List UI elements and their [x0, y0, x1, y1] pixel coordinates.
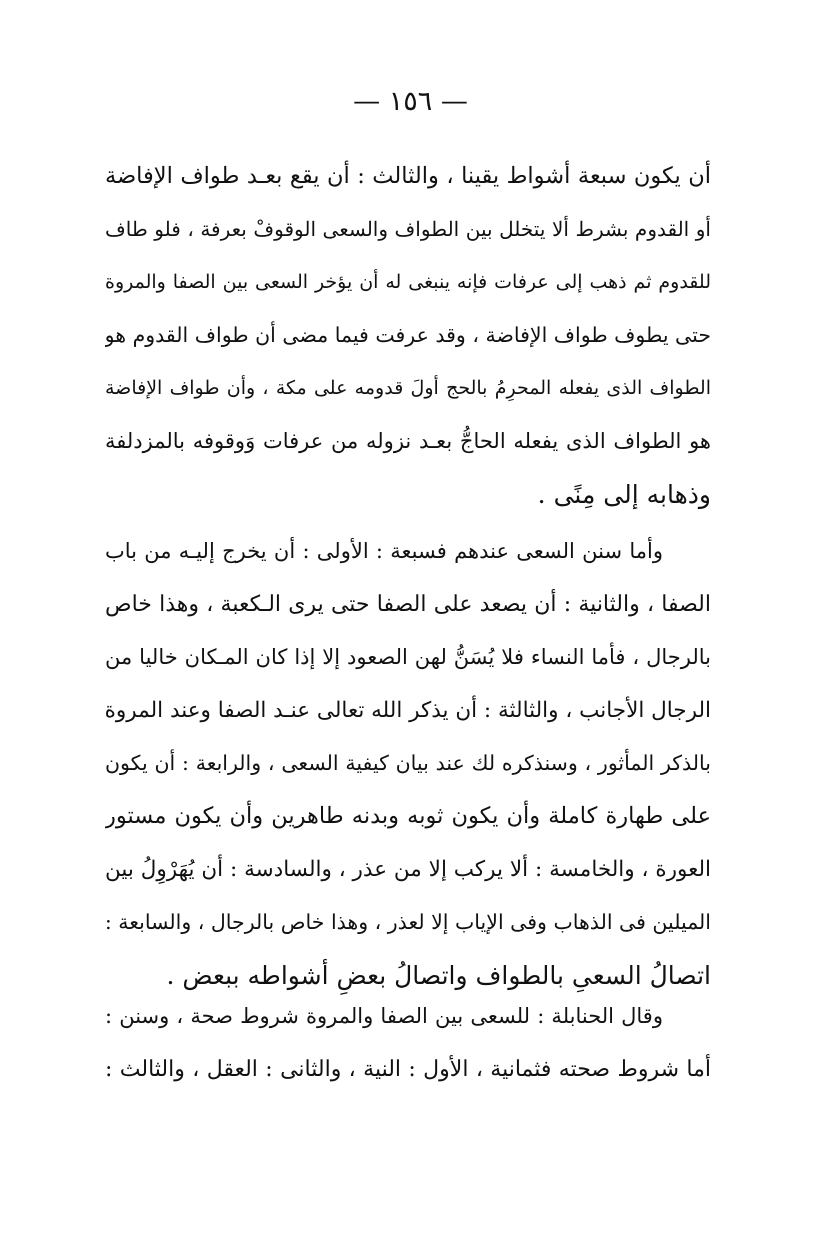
text-line: حتى يطوف طواف الإفاضة ، وقد عرفت فيما مضى أن طواف القدوم هو	[105, 323, 711, 347]
text-line: بالذكر المأثور ، وسنذكره لك عند بيان كيفية السعى ، والرابعة : أن يكون	[105, 751, 711, 775]
text-line: أو القدوم بشرط ألا يتخلل بين الطواف والسعى الوقوفْ بعرفة ، فلو طاف	[105, 217, 711, 241]
text-line: على طهارة كاملة وأن يكون ثوبه وبدنه طاهرين وأن يكون مستور	[105, 803, 711, 829]
text-line: الرجال الأجانب ، والثالثة : أن يذكر الله تعالى عنـد الصفا وعند المروة	[105, 698, 711, 723]
text-line: وأما سنن السعى عندهم فسبعة : الأولى : أن يخرج إليـه من باب	[105, 539, 663, 563]
page-number: — ١٥٦ —	[353, 86, 468, 117]
text-line: بالرجال ، فأما النساء فلا يُسَنُّ لهن الصعود إلا إذا كان المـكان خاليا من	[105, 645, 711, 669]
text-line: العورة ، والخامسة : ألا يركب إلا من عذر ، والسادسة : أن يُهَرْوِلُ بين	[105, 857, 711, 882]
text-line: الميلين فى الذهاب وفى الإياب إلا لعذر ، وهذا خاص بالرجال ، والسابعة :	[105, 910, 711, 934]
text-line: اتصالُ السعىِ بالطواف واتصالُ بعضِ أشواطه ببعض .	[166, 961, 711, 990]
text-line: وذهابه إلى مِنًى .	[537, 480, 711, 509]
paragraph-2	[105, 525, 711, 1002]
text-line: الصفا ، والثانية : أن يصعد على الصفا حتى يرى الـكعبة ، وهذا خاص	[105, 592, 711, 617]
text-line: الطواف الذى يفعله المحرِمُ بالحج أولَ قدومه على مكة ، وأن طواف الإفاضة	[105, 377, 711, 399]
text-line: للقدوم ثم ذهب إلى عرفات فإنه ينبغى له أن يؤخر السعى بين الصفا والمروة	[105, 271, 711, 293]
paragraph-3	[105, 990, 711, 1096]
text-line: أما شروط صحته فثمانية ، الأول : النية ، والثانى : العقل ، والثالث :	[105, 1057, 711, 1082]
text-line: وقال الحنابلة : للسعى بين الصفا والمروة شروط صحة ، وسنن :	[105, 1004, 663, 1028]
text-line: أن يكون سبعة أشواط يقينا ، والثالث : أن يقع بعـد طواف الإفاضة	[105, 163, 711, 189]
text-line: هو الطواف الذى يفعله الحاجُّ بعـد نزوله من عرفات وَوقوفه بالمزدلفة	[105, 429, 711, 453]
paragraph-1	[105, 150, 711, 521]
